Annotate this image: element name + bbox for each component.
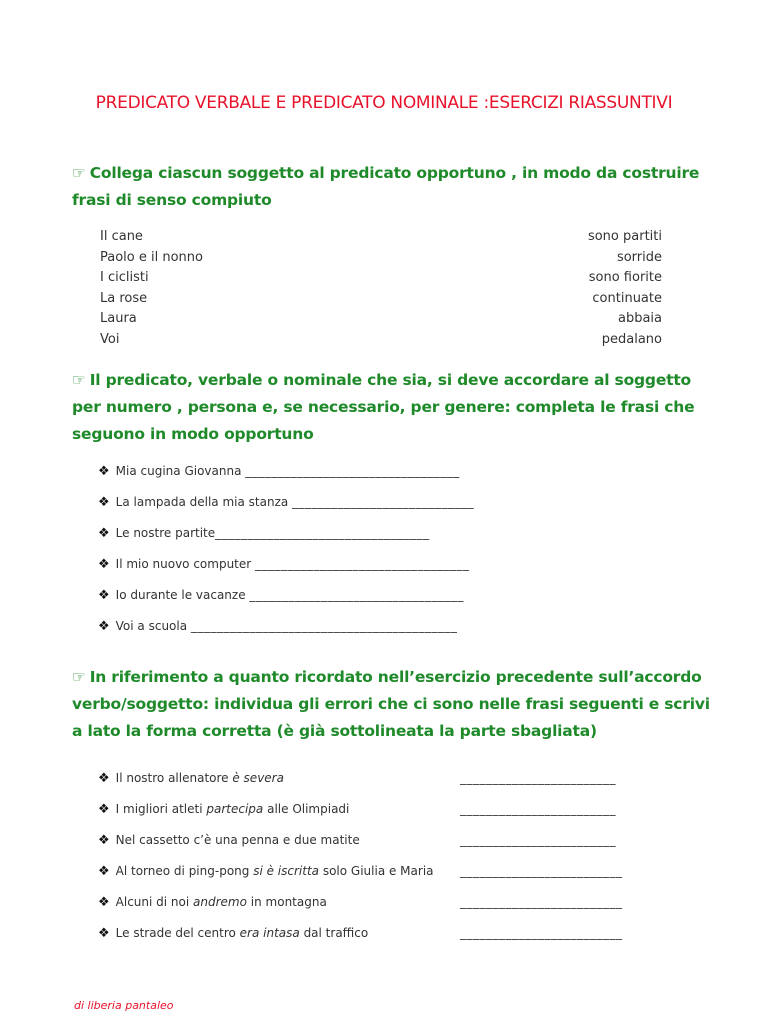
diamond-bullet-icon: ❖ xyxy=(98,526,110,541)
error-text: si è iscritta xyxy=(253,864,320,878)
subject-item: Voi xyxy=(100,331,120,347)
diamond-bullet-icon: ❖ xyxy=(98,464,110,479)
author-footer: di liberia pantaleo xyxy=(74,999,174,1012)
answer-blank[interactable]: _________________________________________ xyxy=(190,619,458,633)
hand-pointing-icon: ☞ xyxy=(72,668,86,686)
answer-blank[interactable]: _________________________________ xyxy=(249,588,464,602)
diamond-bullet-icon: ❖ xyxy=(98,557,110,572)
list-item: ❖ Nel cassetto c’è una penna e due matite ________________________ xyxy=(98,833,616,848)
error-text: andremo xyxy=(193,895,247,909)
exercise3-instruction: ☞ In riferimento a quanto ricordato nell’esercizio precedente sull’accordo verbo/soggetto: individua gli errori che ci sono nelle frasi seguenti e scrivi a lato la forma corretta (è già sottolineata la parte sbagliata) xyxy=(72,668,710,740)
diamond-bullet-icon: ❖ xyxy=(98,864,110,879)
exercise3-list xyxy=(98,770,623,956)
list-item: ❖ La lampada della mia stanza ____________________________ xyxy=(98,495,475,510)
diamond-bullet-icon: ❖ xyxy=(98,588,110,603)
predicate-item: sono partiti xyxy=(587,229,662,244)
list-item: ❖ Io durante le vacanze _________________________________ xyxy=(98,588,464,603)
predicate-item: abbaia xyxy=(617,311,662,327)
exercise1-instruction: ☞ Collega ciascun soggetto al predicato opportuno , in modo da costruire frasi di senso compiuto xyxy=(72,164,700,209)
list-item: ❖ Mia cugina Giovanna _________________________________ xyxy=(98,464,460,479)
answer-blank[interactable]: ________________________ xyxy=(460,833,616,847)
answer-blank[interactable]: _________________________ xyxy=(460,864,623,878)
list-item: ❖ Il nostro allenatore è severa ________________________ xyxy=(98,771,616,786)
predicate-item: continuate xyxy=(592,290,662,306)
diamond-bullet-icon: ❖ xyxy=(98,802,110,817)
error-text: era intasa xyxy=(239,926,300,940)
diamond-bullet-icon: ❖ xyxy=(98,926,110,941)
hand-pointing-icon: ☞ xyxy=(72,164,86,182)
list-item: ❖ Alcuni di noi andremo in montagna _________________________ xyxy=(98,895,623,910)
subject-item: I ciclisti xyxy=(100,270,149,286)
subject-item: Paolo e il nonno xyxy=(100,249,203,265)
diamond-bullet-icon: ❖ xyxy=(98,495,110,510)
answer-blank[interactable]: _________________________ xyxy=(460,895,623,909)
predicate-item: sono fiorite xyxy=(588,270,662,286)
page-title: PREDICATO VERBALE E PREDICATO NOMINALE :ESERCIZI RIASSUNTIVI xyxy=(95,93,673,113)
diamond-bullet-icon: ❖ xyxy=(98,895,110,910)
answer-blank[interactable]: _________________________________ xyxy=(255,557,470,571)
answer-blank[interactable]: ____________________________ xyxy=(292,495,475,509)
list-item: ❖ Voi a scuola _________________________________________ xyxy=(98,619,458,634)
list-item: ❖ Il mio nuovo computer _________________________________ xyxy=(98,557,470,572)
subject-item: Laura xyxy=(100,311,137,327)
diamond-bullet-icon: ❖ xyxy=(98,619,110,634)
diamond-bullet-icon: ❖ xyxy=(98,833,110,848)
answer-blank[interactable]: _________________________________ xyxy=(215,526,430,540)
predicate-item: pedalano xyxy=(601,331,662,347)
subject-item: La rose xyxy=(100,290,148,306)
answer-blank[interactable]: ________________________ xyxy=(460,802,616,816)
subjects-column xyxy=(100,227,203,351)
answer-blank[interactable]: _________________________________ xyxy=(245,464,460,478)
list-item: ❖ Le strade del centro era intasa dal traffico _________________________ xyxy=(98,926,623,941)
error-text: è severa xyxy=(232,771,284,785)
answer-blank[interactable]: ________________________ xyxy=(460,771,616,785)
hand-pointing-icon: ☞ xyxy=(72,371,86,389)
predicates-column xyxy=(588,227,662,351)
list-item: ❖ Le nostre partite_________________________________ xyxy=(98,526,430,541)
list-item: ❖ I migliori atleti partecipa alle Olimpiadi ________________________ xyxy=(98,802,616,817)
exercise2-instruction: ☞ Il predicato, verbale o nominale che sia, si deve accordare al soggetto per numero , persona e, se necessario, per genere: completa le frasi che seguono in modo opportuno xyxy=(72,371,695,443)
subject-item: Il cane xyxy=(100,229,143,244)
error-text: partecipa xyxy=(206,802,264,816)
answer-blank[interactable]: _________________________ xyxy=(460,926,623,940)
diamond-bullet-icon: ❖ xyxy=(98,771,110,786)
list-item: ❖ Al torneo di ping-pong si è iscritta solo Giulia e Maria _________________________ xyxy=(98,864,623,879)
exercise2-list xyxy=(98,463,474,649)
predicate-item: sorride xyxy=(616,249,662,265)
